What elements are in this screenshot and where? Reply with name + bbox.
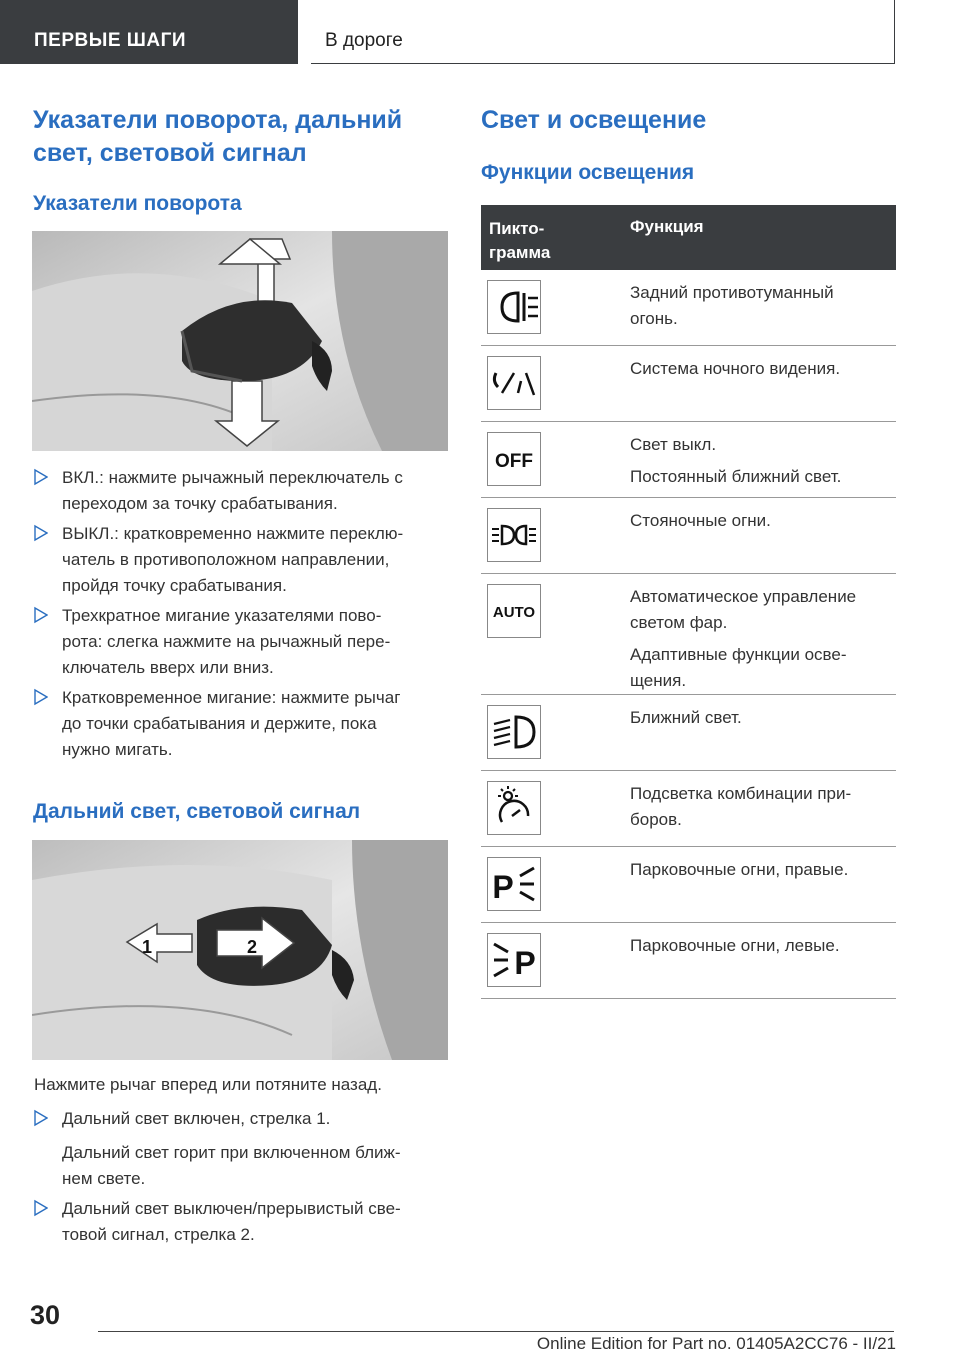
triangle-bullet-icon [34,606,48,624]
turn-signal-lever-image [32,231,448,451]
list-item: ВКЛ.: нажмите рычажный переключатель с переходом за точку срабатывания. [34,465,449,517]
high-beam-instruction: Нажмите рычаг вперед или потяните назад. [34,1075,382,1094]
triangle-bullet-icon [34,524,48,542]
parking-light-right-icon [487,857,541,911]
table-row: AUTO Автоматическое управление светом фар. Адаптивные функции осве- щения. [481,574,896,695]
left-title: Указатели поворота, дальний свет, световой сигнал [33,106,403,167]
right-title: Свет и освещение [481,106,707,134]
page-number: 30 [30,1300,61,1330]
triangle-bullet-icon [34,468,48,486]
list-item: ВЫКЛ.: кратковременно нажмите переклю- чатель в противоположном направлении, пройдя точку срабатывания. [34,521,449,599]
svg-text:P: P [492,869,514,905]
footer-divider [98,1331,894,1332]
right-subtitle: Функции освещения [481,161,695,184]
auto-headlight-icon [487,584,541,638]
list-item: Трехкратное мигание указателями пово- рота: слегка нажмите на рычажный пере- ключатель вверх или вниз. [34,603,449,681]
list-item: Дальний свет включен, стрелка 1. Дальний свет горит при включенном ближ- нем свете. [34,1106,449,1192]
table-row: P Парковочные огни, правые. [481,847,896,923]
table-row: Ближний свет. [481,695,896,771]
rear-fog-light-icon [487,280,541,334]
section-title: ПЕРВЫЕ ШАГИ [34,30,187,51]
svg-text:P: P [514,945,536,981]
triangle-bullet-icon [34,1199,48,1217]
night-vision-icon [487,356,541,410]
table-row: Подсветка комбинации при- боров. [481,771,896,847]
high-beam-lever-image [32,840,448,1060]
footer-edition: Online Edition for Part no. 01405A2CC76 - II/21 [536,1334,896,1353]
table-row: Система ночного видения. [481,346,896,422]
svg-text:OFF: OFF [495,451,533,472]
list-item: Дальний свет выключен/прерывистый све- товой сигнал, стрелка 2. [34,1196,449,1248]
table-row: Задний противотуманный огонь. [481,270,896,346]
triangle-bullet-icon [34,1109,48,1127]
header-subsection-tab [311,0,895,64]
left-subtitle-high-beam: Дальний свет, световой сигнал [33,800,361,823]
lighting-functions-table [481,205,896,999]
header-section-tab [0,0,298,64]
column-header-function: Функция [630,217,704,236]
off-icon [487,432,541,486]
list-item: Кратковременное мигание: нажмите рычаг до точки срабатывания и держите, пока нужно мигать. [34,685,449,763]
table-row: Стояночные огни. [481,498,896,574]
arrow-label-2: 2 [247,937,258,957]
table-row: P Парковочные огни, левые. [481,923,896,999]
parking-lights-icon [487,508,541,562]
table-header [481,205,896,270]
left-subtitle-turn-signals: Указатели поворота [33,192,242,215]
table-row: OFF Свет выкл. Постоянный ближний свет. [481,422,896,498]
column-header-pictogram: Пикто- грамма [489,219,551,262]
low-beam-icon [487,705,541,759]
instrument-lighting-icon [487,781,541,835]
arrow-label-1: 1 [142,937,153,957]
triangle-bullet-icon [34,688,48,706]
parking-light-left-icon [487,933,541,987]
svg-text:AUTO: AUTO [492,604,536,621]
subsection-title: В дороге [325,30,403,51]
